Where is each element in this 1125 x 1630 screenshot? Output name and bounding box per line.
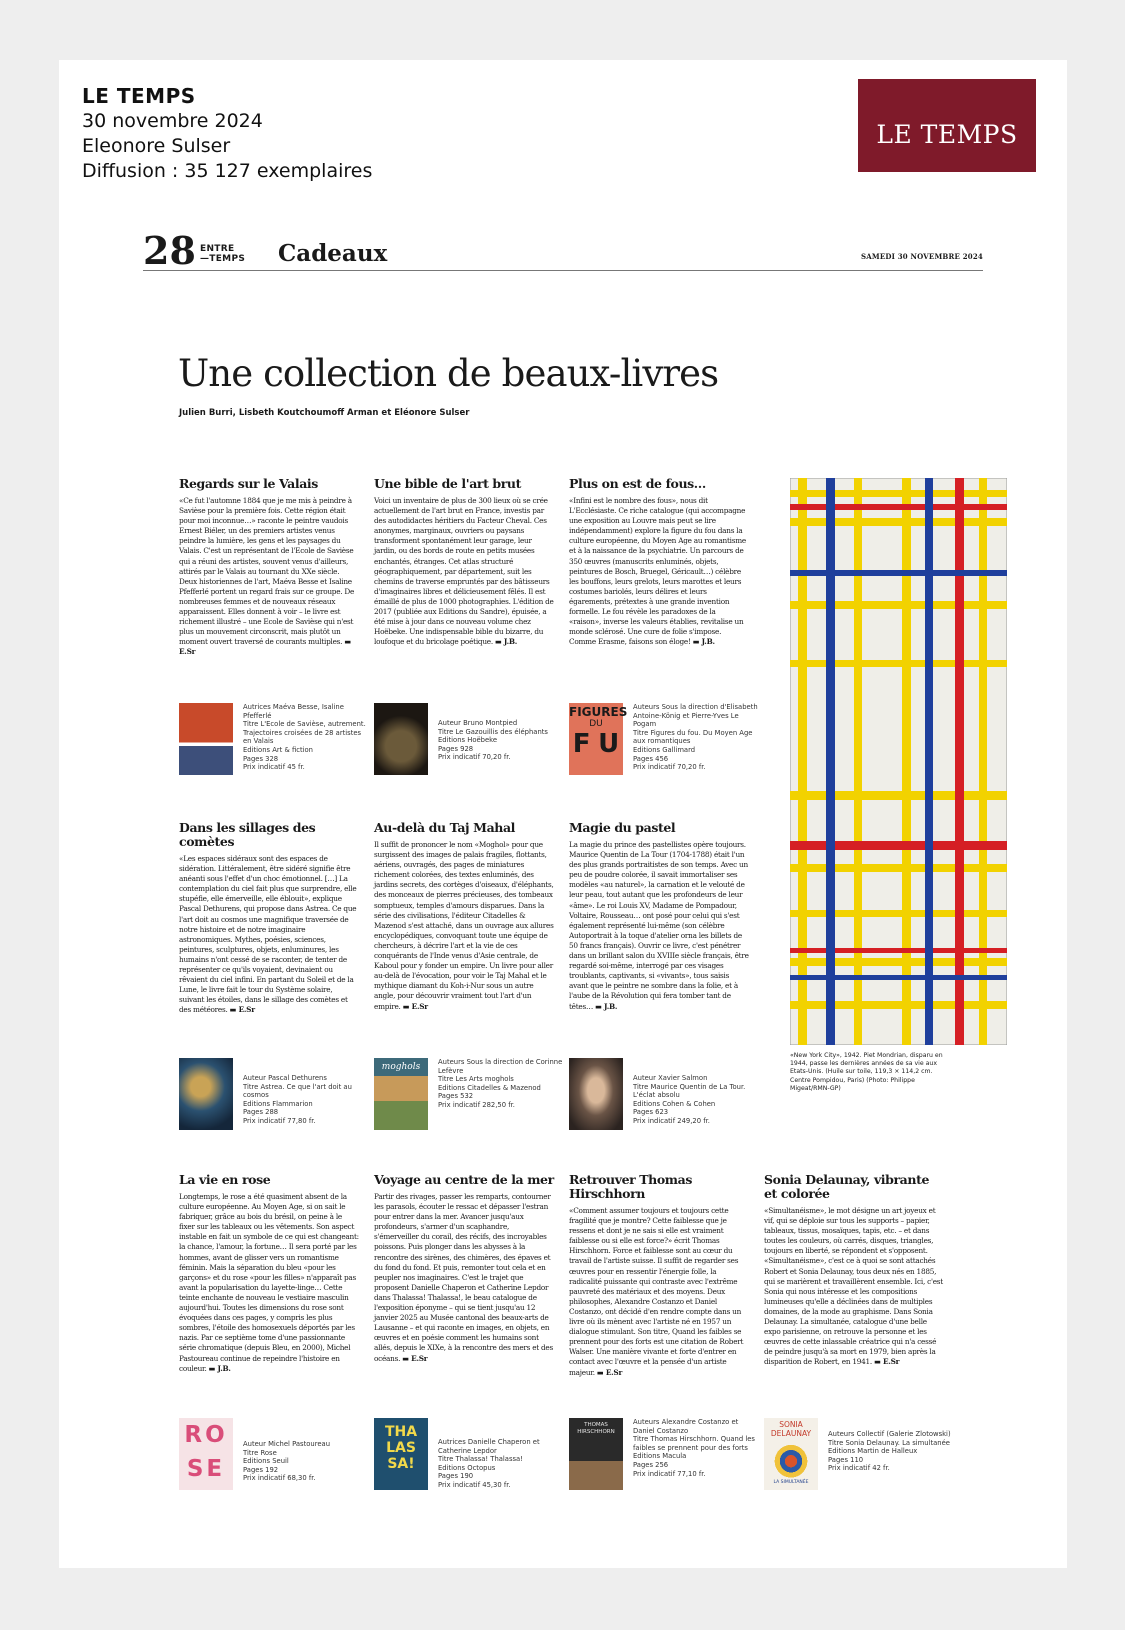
book-publisher: Editions Gallimard <box>633 745 696 754</box>
le-temps-logo: LE TEMPS <box>858 79 1036 172</box>
book-cover-hirschhorn <box>569 1418 623 1490</box>
book-price: Prix indicatif 77,10 fr. <box>633 1469 706 1478</box>
book-authors: Auteurs Sous la direction d'Elisabeth Antoine-König et Pierre-Yves Le Pogam <box>633 703 758 729</box>
book-price: Prix indicatif 70,20 fr. <box>633 763 706 772</box>
cover-text: F <box>572 729 591 759</box>
article-signature: ▬ E.Sr <box>874 1357 900 1367</box>
book-cover-art-brut <box>374 703 428 775</box>
article-body <box>569 1206 749 1378</box>
cover-text: U <box>598 729 620 759</box>
book-details <box>243 1440 371 1483</box>
cover-text: SONIA DELAUNAY <box>770 1420 812 1438</box>
article-title: La vie en rose <box>179 1172 271 1187</box>
article-signature: ▬ E.Sr <box>402 1001 428 1011</box>
book-cover-fous <box>569 703 628 775</box>
page-number: 28 <box>143 228 196 273</box>
article-body <box>374 496 554 647</box>
article-fous <box>569 477 749 647</box>
book-details <box>633 1074 761 1126</box>
book-info-rose <box>179 1418 369 1494</box>
book-publisher: Editions Macula <box>633 1452 687 1461</box>
book-info-cometes <box>179 1058 369 1134</box>
article-title: Sonia Delaunay, vibrante et colorée <box>764 1172 929 1201</box>
article-text: Voici un inventaire de plus de 300 lieux où se crée actuellement de l'art brut en France, investis par des autodidactes héritiers du Facteur Cheval. Ces anonymes, marginaux, ouvriers ou paysans transforment spontanément leur garage, leur jardin, ou des bords de route en petits musées enchantés, étranges. Cet atlas structuré géographiquement, par département, suit les chemins de traverse empruntés par des bâtisseurs d'imaginaires libres et délicieusement fêlés. Il est émaillé de plus de 1000 photographies. L'édition de 2017 (publiée aux Editions du Sandre), épuisée, a été mise à jour dans ce nouveau volume chez Hoëbeke. Une indispensable bible du bizarre, du loufoque et du bricolage poétique. <box>374 496 554 647</box>
book-publisher: Editions Cohen & Cohen <box>633 1099 716 1108</box>
book-info-pastel <box>569 1058 759 1134</box>
book-authors: Autrices Maéva Besse, Isaline Pfefferlé <box>243 703 344 720</box>
book-cover-delaunay <box>764 1418 818 1490</box>
book-info-hirschhorn <box>569 1418 759 1494</box>
article-title: Magie du pastel <box>569 820 676 835</box>
article-body <box>569 496 749 647</box>
book-info-mer <box>374 1418 564 1494</box>
article-signature: ▬ E.Sr <box>596 1367 623 1377</box>
book-info-valais <box>179 703 369 779</box>
mondrian-new-york-city-painting <box>790 478 1007 1045</box>
page-header <box>143 230 983 271</box>
book-price: Prix indicatif 282,50 fr. <box>438 1100 515 1109</box>
article-text: «Ce fut l'automne 1884 que je me mis à peindre à Savièse pour la première fois. Cette région était pour moi inconnue…» raconte le peintre vaudois Ernest Biéler, un des premiers artistes venus peindre la lumière, les gens et les paysages du Valais. C'est un représentant de l'Ecole de Savièse qui a réuni des artistes, souvent venus d'ailleurs, attirés par le Valais au tournant du XXe siècle. Deux historiennes de l'art, Maéva Besse et Isaline Pfefferlé portent un regard frais sur ce groupe. De nombreuses femmes et de nouveaux réseaux apparaissent. Elles donnent à voir – le livre est richement illustré – une Ecole de Savièse qui n'est plus un mouvement circonscrit, mais plutôt un moment ouvert traversé de courants multiples. <box>179 496 355 647</box>
article-body <box>764 1206 944 1368</box>
book-price: Prix indicatif 77,80 fr. <box>243 1116 316 1125</box>
book-publisher: Editions Art & fiction <box>243 745 313 754</box>
cover-text: SE <box>186 1456 226 1482</box>
cover-text: THOMAS HIRSCHHORN <box>577 1422 615 1435</box>
book-title: Titre Rose <box>243 1448 277 1457</box>
book-authors: Auteurs Sous la direction de Corinne Lefèvre <box>438 1058 563 1075</box>
article-cometes <box>179 821 359 1016</box>
book-title: Titre Figures du fou. Du Moyen Age aux romantiques <box>633 728 753 746</box>
book-publisher: Editions Octopus <box>438 1463 496 1472</box>
book-cover-thalassa <box>374 1418 428 1490</box>
book-info-art-brut <box>374 703 564 779</box>
book-cover-moghols <box>374 1058 428 1130</box>
book-details <box>438 1058 566 1110</box>
clipping-info <box>82 84 372 184</box>
article-body <box>569 840 749 1012</box>
book-pages: Pages 110 <box>828 1455 864 1464</box>
section-logo-line2: —TEMPS <box>200 254 246 264</box>
article-signature: ▬ J.B. <box>495 637 518 647</box>
cover-text: LA SIMULTANÉE <box>773 1480 809 1485</box>
cover-text: moghols <box>381 1062 421 1072</box>
article-text: Il suffit de prononcer le nom «Moghol» pour que surgissent des images de palais fragiles, flottants, aériens, ouvragés, des pages de miniatures richement colorées, des textes enluminés, des jardins secrets, des cortèges d'oiseaux, d'éléphants, des monceaux de pierres précieuses, des tombeaux somptueux, temples d'amours disparues. Dans la série des civilisations, l'éditeur Citadelles & Mazenod s'est attaché, dans un ouvrage aux allures encyclopédiques, convoquant toute une équipe de chercheurs, à décrire l'art et la vie de ces conquérants de l'Inde venus d'Asie centrale, de Kaboul pour y fonder un empire. Un livre pour aller au-delà de l'évocation, pour voir le Taj Mahal et le mythique diamant du Koh-i-Nur sous un autre angle, pour découvrir vraiment tout l'art d'un empire. <box>374 840 554 1011</box>
headline: Une collection de beaux-livres <box>178 352 719 395</box>
article-title: Plus on est de fous… <box>569 476 706 491</box>
section-title: Cadeaux <box>278 240 388 267</box>
article-delaunay <box>764 1173 944 1368</box>
book-price: Prix indicatif 249,20 fr. <box>633 1116 710 1125</box>
book-pages: Pages 623 <box>633 1108 669 1117</box>
book-cover-valais <box>179 703 233 775</box>
book-authors: Auteurs Alexandre Costanzo et Daniel Costanzo <box>633 1418 739 1435</box>
article-body <box>179 854 359 1016</box>
book-title: Titre Astrea. Ce que l'art doit au cosmos <box>243 1082 352 1100</box>
book-price: Prix indicatif 70,20 fr. <box>438 753 511 762</box>
section-logo-line1: ENTRE <box>200 244 235 254</box>
clipping-publication: LE TEMPS <box>82 84 196 108</box>
book-price: Prix indicatif 68,30 fr. <box>243 1474 316 1483</box>
book-pages: Pages 328 <box>243 754 279 763</box>
article-body <box>374 1192 554 1364</box>
header-date: SAMEDI 30 NOVEMBRE 2024 <box>860 252 983 261</box>
book-pages: Pages 532 <box>438 1092 474 1101</box>
cover-text: SA! <box>387 1456 415 1472</box>
book-title: Titre Le Gazouillis des éléphants <box>438 727 548 736</box>
book-title: Titre Sonia Delaunay. La simultanée <box>828 1438 950 1447</box>
book-publisher: Editions Flammarion <box>243 1099 313 1108</box>
article-title: Dans les sillages des comètes <box>179 820 316 849</box>
article-rose <box>179 1173 359 1374</box>
article-mer <box>374 1173 554 1364</box>
book-info-fous <box>569 703 759 779</box>
book-details <box>243 1074 371 1126</box>
article-title: Regards sur le Valais <box>179 476 318 491</box>
book-price: Prix indicatif 45 fr. <box>243 763 305 772</box>
book-title: Titre Thalassa! Thalassa! <box>438 1455 523 1464</box>
book-publisher: Editions Martin de Halleux <box>828 1447 918 1456</box>
book-cover-rose <box>179 1418 233 1490</box>
article-text: «Comment assumer toujours et toujours cette fragilité que je montre? Cette faiblesse que je ressens et dont je ne sais si elle est vraiment faiblesse ou si elle est force?» écrit Thomas Hirschhorn. Force et faiblesse sont au cœur du travail de l'artiste suisse. Il suffit de regarder ses œuvres pour en ressentir l'énergie folle, la radicalité puissante qui contraste avec l'extrême pauvreté des matériaux et des moyens. Deux philosophes, Alexandre Costanzo et Daniel Costanzo, ont décidé d'en rendre compte dans un livre où ils mènent avec l'artiste né en 1957 un dialogue stimulant. Son titre, Quand les faibles se prennent pour des forts est une citation de Robert Walser. Une manière vivante et forte d'entrer en contact avec l'œuvre et la pensée d'un artiste majeur. <box>569 1206 744 1377</box>
book-cover-pastel <box>569 1058 623 1130</box>
article-art-brut <box>374 477 554 647</box>
painting-caption: «New York City», 1942. Piet Mondrian, disparu en 1944, passe les dernières années de sa vie aux Etats-Unis. (Huile sur toile, 119,3 × 114,2 cm. Centre Pompidou, Paris) (Photo: Philippe Migeat/RMN-GP) <box>790 1052 943 1092</box>
article-title: Retrouver Thomas Hirschhorn <box>569 1172 692 1201</box>
article-text: «Les espaces sidéraux sont des espaces de sidération. Littéralement, être sidéré signifie être anéanti sous l'effet d'un choc émotionnel. […] La contemplation du ciel fait plus que surprendre, elle stupéfie, elle émerveille, elle éblouit», explique Pascal Dethurens, qui propose dans Astrea. Ce que l'art doit au cosmos une magnifique traversée de notre histoire et de notre imaginaire astronomiques. Mythes, poésies, sciences, peintures, sculptures, objets, enluminures, les humains n'ont cessé de se raconter, de tenter de représenter ce qu'ils voyaient, devinaient ou rêvaient du ciel infini. En partant du Soleil et de la Lune, le livre fait le tour du Système solaire, suivant les étoiles, dans le sillage des comètes et des météores. <box>179 854 357 1015</box>
book-pages: Pages 190 <box>438 1472 474 1481</box>
book-title: Titre L'Ecole de Savièse, autrement. Trajectoires croisées de 28 artistes en Valais <box>243 720 366 746</box>
article-hirschhorn <box>569 1173 749 1378</box>
article-taj-mahal <box>374 821 554 1012</box>
clipping-circulation: Diffusion : 35 127 exemplaires <box>82 160 373 182</box>
cover-text: THA <box>384 1424 418 1440</box>
article-text: «Simultanéisme», le mot désigne un art joyeux et vif, qui se déploie sur tous les supports – papier, tableaux, tissus, mosaïques, tapis, etc. – et dans toutes les couleurs, où carrés, disques, triangles, toujours en liberté, se répondent et s'opposent. «Simultanéisme», c'est ce à quoi se sont attachés Robert et Sonia Delaunay, tous deux nés en 1885, qui se marièrent et travaillèrent ensemble. Ici, c'est Sonia qui nous intéresse et les compositions lumineuses qu'elle a déclinées dans de multiples domaines, de la mode au graphisme. Dans Sonia Delaunay. La simultanée, catalogue d'une belle expo parisienne, on retrouve la personne et les œuvres de cette inlassable créatrice qui n'a cessé de peindre jusqu'à sa mort en 1979, bien après la disparition de Robert, en 1941. <box>764 1206 943 1367</box>
article-body <box>374 840 554 1012</box>
article-text: La magie du prince des pastellistes opère toujours. Maurice Quentin de La Tour (1704-1788) était l'un des plus grands portraitistes de son temps. Avec un peu de poudre colorée, il savait immortaliser ses modèles «au naturel», la carnation et le velouté de leur peau, tout autant que les profondeurs de leur «âme». Le roi Louis XV, Madame de Pompadour, Voltaire, Rousseau… ont posé pour celui qui s'est également représenté lui-même (son célèbre Autoportrait à la toque d'atelier orna les billets de 50 francs français). Ouvrir ce livre, c'est pénétrer dans un brillant salon du XVIIIe siècle français, être regardé soi-même, interrogé par ces visages troublants, captivants, si «vivants», tous saisis avant que le peintre ne sombre dans la folie, et à l'aube de la Révolution qui fera tomber tant de têtes… <box>569 840 749 1011</box>
article-signature: ▬ J.B. <box>692 637 715 647</box>
book-pages: Pages 256 <box>633 1460 669 1469</box>
cover-text: FIGURES <box>569 705 628 719</box>
clipping-date: 30 novembre 2024 <box>82 110 263 132</box>
book-authors: Autrices Danielle Chaperon et Catherine Lepdor <box>438 1438 540 1455</box>
section-logo <box>200 244 245 264</box>
article-body <box>179 1192 359 1374</box>
book-publisher: Editions Hoëbeke <box>438 736 498 745</box>
book-details <box>633 1418 761 1478</box>
book-pages: Pages 456 <box>633 754 669 763</box>
article-text: «Infini est le nombre des fous», nous dit L'Ecclésiaste. Ce riche catalogue (qui accompagne une exposition au Louvre mais peut se lire indépendamment) explore la figure du fou dans la culture européenne, du Moyen Age au romantisme et à la naissance de la psychiatrie. Un parcours de 350 œuvres (manuscrits enluminés, objets, peintures de Bosch, Bruegel, Géricault…) célèbre les bouffons, leurs grelots, leurs marottes et leurs costumes bariolés, leurs délires et leurs égarements, prétextes à une grande invention formelle. Le fou révèle les paradoxes de la «raison», inverse les valeurs établies, revitalise un monde sclérosé. Une cure de folie s'impose. Comme Erasme, faisons son éloge! <box>569 496 747 647</box>
article-signature: ▬ E.Sr <box>402 1353 428 1363</box>
article-title: Une bible de l'art brut <box>374 476 521 491</box>
article-signature: ▬ J.B. <box>208 1363 231 1373</box>
book-authors: Auteur Michel Pastoureau <box>243 1440 331 1448</box>
article-text: Longtemps, le rose a été quasiment absent de la culture européenne. Au Moyen Age, si on sait le fabriquer, grâce au bois du brésil, on peine à le fixer sur les tableaux ou les vêtements. Son aspect instable en fait un symbole de ce qui est changeant: la chance, l'amour, la fortune… Il sera porté par les hommes, avant de glisser vers un romantisme féminin. Mais la séparation du bleu «pour les garçons» et du rose «pour les filles» n'apparaît pas avant la popularisation du layette-linge… Cette teinte enchante de nouveau le vestiaire masculin aujourd'hui. Toutes les dimensions du rose sont évoquées dans ces pages, y compris les plus sombres, l'étoile des homosexuels déportés par les nazis. Par ce septième tome d'une passionnante série chromatique (depuis Bleu, en 2000), Michel Pastoureau continue de repeindre l'histoire en couleur. <box>179 1192 359 1373</box>
cover-text: RO <box>184 1422 228 1448</box>
article-title: Voyage au centre de la mer <box>374 1172 554 1187</box>
article-signature: ▬ E.Sr <box>229 1005 255 1015</box>
book-price: Prix indicatif 45,30 fr. <box>438 1480 511 1489</box>
book-authors: Auteur Xavier Salmon <box>633 1074 708 1082</box>
book-title: Titre Maurice Quentin de La Tour. L'éclat absolu <box>633 1082 746 1100</box>
book-publisher: Editions Seuil <box>243 1457 289 1466</box>
article-valais <box>179 477 359 658</box>
book-price: Prix indicatif 42 fr. <box>828 1464 890 1473</box>
cover-text: DU <box>589 719 603 729</box>
book-authors: Auteurs Collectif (Galerie Zlotowski) <box>828 1430 951 1438</box>
book-authors: Auteur Pascal Dethurens <box>243 1074 327 1082</box>
book-info-delaunay <box>764 1418 954 1494</box>
article-pastel <box>569 821 749 1012</box>
book-details <box>633 703 761 772</box>
book-title: Titre Les Arts moghols <box>438 1075 514 1084</box>
book-pages: Pages 192 <box>243 1465 279 1474</box>
book-cover-cometes <box>179 1058 233 1130</box>
book-publisher: Editions Citadelles & Mazenod <box>438 1083 541 1092</box>
book-details <box>438 1438 566 1490</box>
byline: Julien Burri, Lisbeth Koutchoumoff Arman et Eléonore Sulser <box>179 408 470 418</box>
book-title: Titre Thomas Hirschhorn. Quand les faibles se prennent pour des forts <box>633 1435 755 1452</box>
book-details <box>828 1430 956 1473</box>
article-text: Partir des rivages, passer les remparts, contourner les parasols, écouter le ressac et dépasser l'estran pour entrer dans la mer. Avancer jusqu'aux profondeurs, s'armer d'un scaphandre, s'émerveiller du corail, des récifs, des incroyables poissons. Puis plonger dans les abysses à la rencontre des sirènes, des chimères, des épaves et du fond du fond. Et puis, remonter tout cela et en peupler nos imaginaires. C'est le trajet que proposent Danielle Chaperon et Catherine Lepdor dans Thalassa! Thalassa!, le beau catalogue de l'exposition éponyme – qui se tient jusqu'au 12 janvier 2025 au Musée cantonal des beaux-arts de Lausanne – et qui raconte en images, en objets, en œuvres et en poésie comment les humains sont allés, depuis le XIXe, à la rencontre des mers et des océans. <box>374 1192 553 1363</box>
book-info-taj-mahal <box>374 1058 564 1134</box>
book-authors: Auteur Bruno Montpied <box>438 719 518 727</box>
cover-text: LAS <box>386 1440 416 1456</box>
book-details <box>243 703 371 772</box>
book-pages: Pages 928 <box>438 744 474 753</box>
book-details <box>438 719 566 762</box>
article-body <box>179 496 359 658</box>
book-pages: Pages 288 <box>243 1108 279 1117</box>
article-signature: ▬ J.B. <box>595 1001 618 1011</box>
clipping-author: Eleonore Sulser <box>82 135 231 157</box>
article-title: Au-delà du Taj Mahal <box>374 820 515 835</box>
article-signature: ▬ E.Sr <box>179 637 351 657</box>
